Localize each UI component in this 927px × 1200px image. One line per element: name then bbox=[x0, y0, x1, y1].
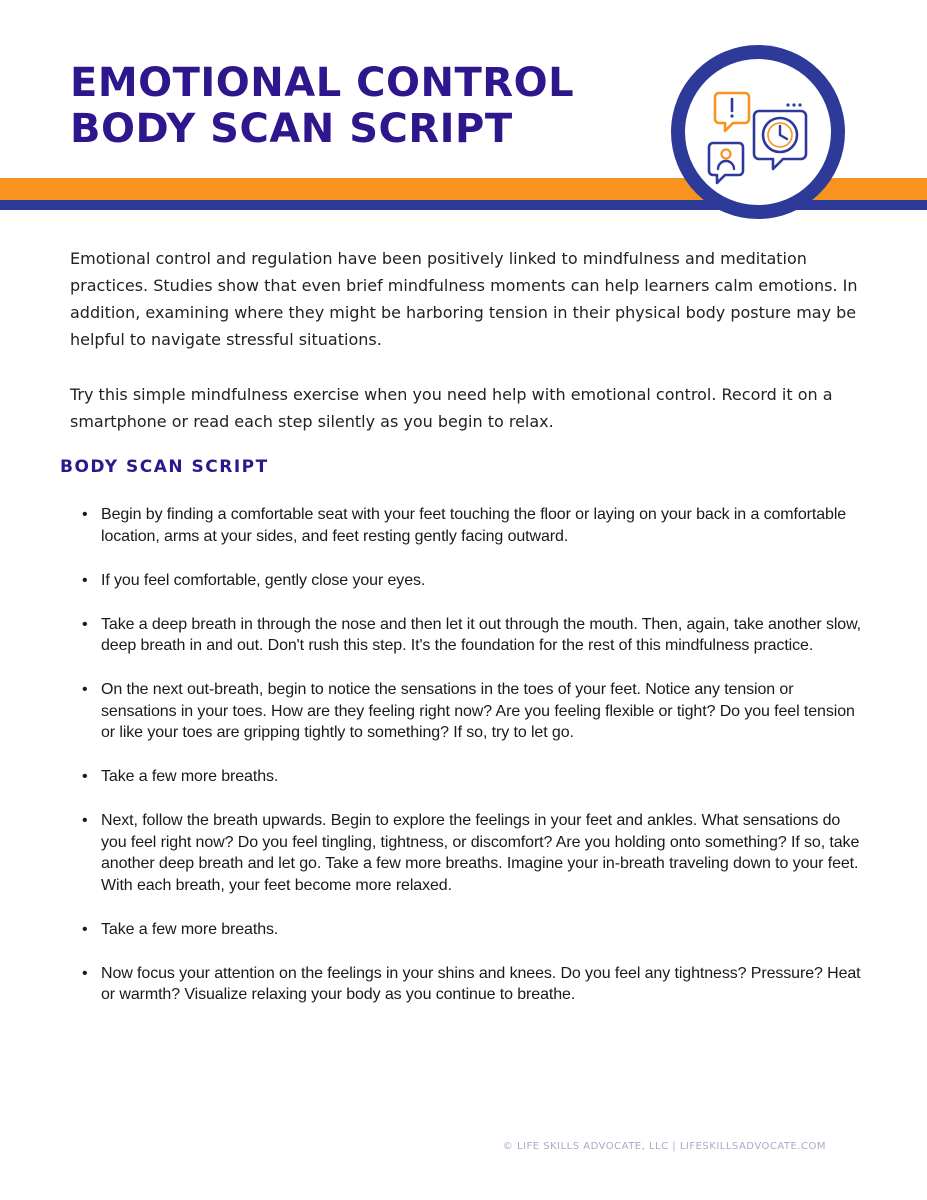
header-badge bbox=[671, 45, 845, 219]
intro-paragraph-2: Try this simple mindfulness exercise when you need help with emotional control. Record it on a smartphone or read each step silently as you begin to relax. bbox=[70, 385, 833, 431]
section-heading: BODY SCAN SCRIPT bbox=[60, 457, 269, 477]
title-line-2: BODY SCAN SCRIPT bbox=[70, 106, 513, 152]
footer-copyright: © LIFE SKILLS ADVOCATE, LLC | LIFESKILLSADVOCATE.COM bbox=[502, 1141, 826, 1152]
intro-paragraph-1: Emotional control and regulation have been positively linked to mindfulness and meditation practices. Studies show that even brief mindfulness moments can help learners calm emotions. In addition, examining where they might be harboring tension in their physical body posture may be helpful to navigate stressful situations. bbox=[70, 249, 858, 349]
list-item: • Now focus your attention on the feelings in your shins and knees. Do you feel any tightness? Pressure? Heat or warmth? Visualize relaxing your body as you continue to breathe. bbox=[78, 963, 868, 1006]
list-item: • On the next out-breath, begin to notice the sensations in the toes of your feet. Notice any tension or sensations in your toes. How are they feeling right now? Are you feeling flexible or tight? Do you feel tension or like your toes are gripping tightly to something? If so, try to let go. bbox=[78, 679, 868, 744]
list-item: • Take a deep breath in through the nose and then let it out through the mouth. Then, again, take another slow, deep breath in and out. Don't rush this step. It's the foundation for the rest of this mindfulness practice. bbox=[78, 614, 868, 657]
list-item: • Take a few more breaths. bbox=[78, 919, 868, 941]
body-scan-steps-list bbox=[78, 504, 868, 1028]
page-title bbox=[70, 60, 574, 152]
title-line-1: EMOTIONAL CONTROL bbox=[70, 60, 575, 106]
list-item: • If you feel comfortable, gently close your eyes. bbox=[78, 570, 868, 592]
list-item: • Begin by finding a comfortable seat with your feet touching the floor or laying on your back in a comfortable location, arms at your sides, and feet resting gently facing outward. bbox=[78, 504, 868, 547]
list-item: • Take a few more breaths. bbox=[78, 766, 868, 788]
list-item: • Next, follow the breath upwards. Begin to explore the feelings in your feet and ankles. What sensations do you feel right now? Do you feel tingling, tightness, or discomfort? Are you holding onto something? If so, take another deep breath and let go. Take a few more breaths. Imagine your in-breath traveling down to your feet. With each breath, your feet become more relaxed. bbox=[78, 810, 868, 896]
chat-bubbles-clock-icon bbox=[685, 59, 831, 205]
